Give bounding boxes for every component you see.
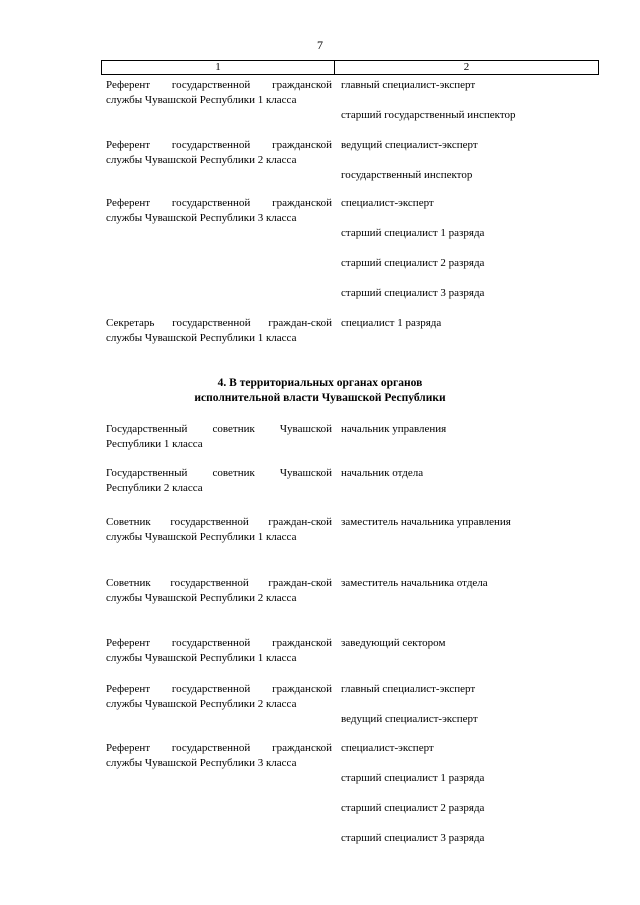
page-number: 7 bbox=[317, 38, 323, 52]
position-text: старший специалист 1 разряда bbox=[341, 772, 485, 784]
position-text: начальник отдела bbox=[341, 467, 424, 479]
grade-text: Референт государственной гражданской службы Чувашской Республики 2 класса bbox=[106, 683, 332, 710]
grade-text: Референт государственной гражданской службы Чувашской Республики 3 класса bbox=[106, 742, 332, 769]
position-text: государственный инспектор bbox=[341, 169, 473, 181]
position-text: старший специалист 3 разряда bbox=[341, 287, 485, 299]
position-text: специалист-эксперт bbox=[341, 742, 434, 754]
grade-text: Референт государственной гражданской службы Чувашской Республики 1 класса bbox=[106, 637, 332, 664]
position-text: начальник управления bbox=[341, 423, 447, 435]
position-text: специалист 1 разряда bbox=[341, 317, 442, 329]
table-header-col-2: 2 bbox=[463, 61, 470, 73]
table-header bbox=[101, 60, 599, 75]
grade-text: Секретарь государственной граждан-ской службы Чувашской Республики 1 класса bbox=[106, 317, 332, 344]
table-header-col-1: 1 bbox=[102, 61, 335, 74]
position-text: старший специалист 2 разряда bbox=[341, 802, 485, 814]
grade-text: Государственный советник Чувашской Республики 2 класса bbox=[106, 467, 332, 494]
grade-text: Референт государственной гражданской службы Чувашской Республики 3 класса bbox=[106, 197, 332, 224]
position-text: специалист-эксперт bbox=[341, 197, 434, 209]
position-text: заведующий сектором bbox=[341, 637, 446, 649]
grade-text: Государственный советник Чувашской Республики 1 класса bbox=[106, 423, 332, 450]
position-text: заместитель начальника отдела bbox=[341, 577, 488, 589]
section-heading bbox=[0, 376, 640, 406]
position-text: главный специалист-эксперт bbox=[341, 79, 476, 91]
position-text: старший специалист 2 разряда bbox=[341, 257, 485, 269]
grade-text: Референт государственной гражданской службы Чувашской Республики 2 класса bbox=[106, 139, 332, 166]
grade-text: Советник государственной граждан-ской службы Чувашской Республики 1 класса bbox=[106, 516, 332, 543]
position-text: старший государственный инспектор bbox=[341, 109, 516, 121]
position-text: старший специалист 3 разряда bbox=[341, 832, 485, 844]
position-text: ведущий специалист-эксперт bbox=[341, 713, 478, 725]
position-text: старший специалист 1 разряда bbox=[341, 227, 485, 239]
grade-text: Референт государственной гражданской службы Чувашской Республики 1 класса bbox=[106, 79, 332, 106]
grade-text: Советник государственной граждан-ской службы Чувашской Республики 2 класса bbox=[106, 577, 332, 604]
position-text: главный специалист-эксперт bbox=[341, 683, 476, 695]
section-heading-line-2: исполнительной власти Чувашской Республики bbox=[194, 392, 446, 404]
section-heading-line-1: 4. В территориальных органах органов bbox=[217, 377, 423, 389]
position-text: ведущий специалист-эксперт bbox=[341, 139, 478, 151]
position-text: заместитель начальника управления bbox=[341, 516, 511, 528]
